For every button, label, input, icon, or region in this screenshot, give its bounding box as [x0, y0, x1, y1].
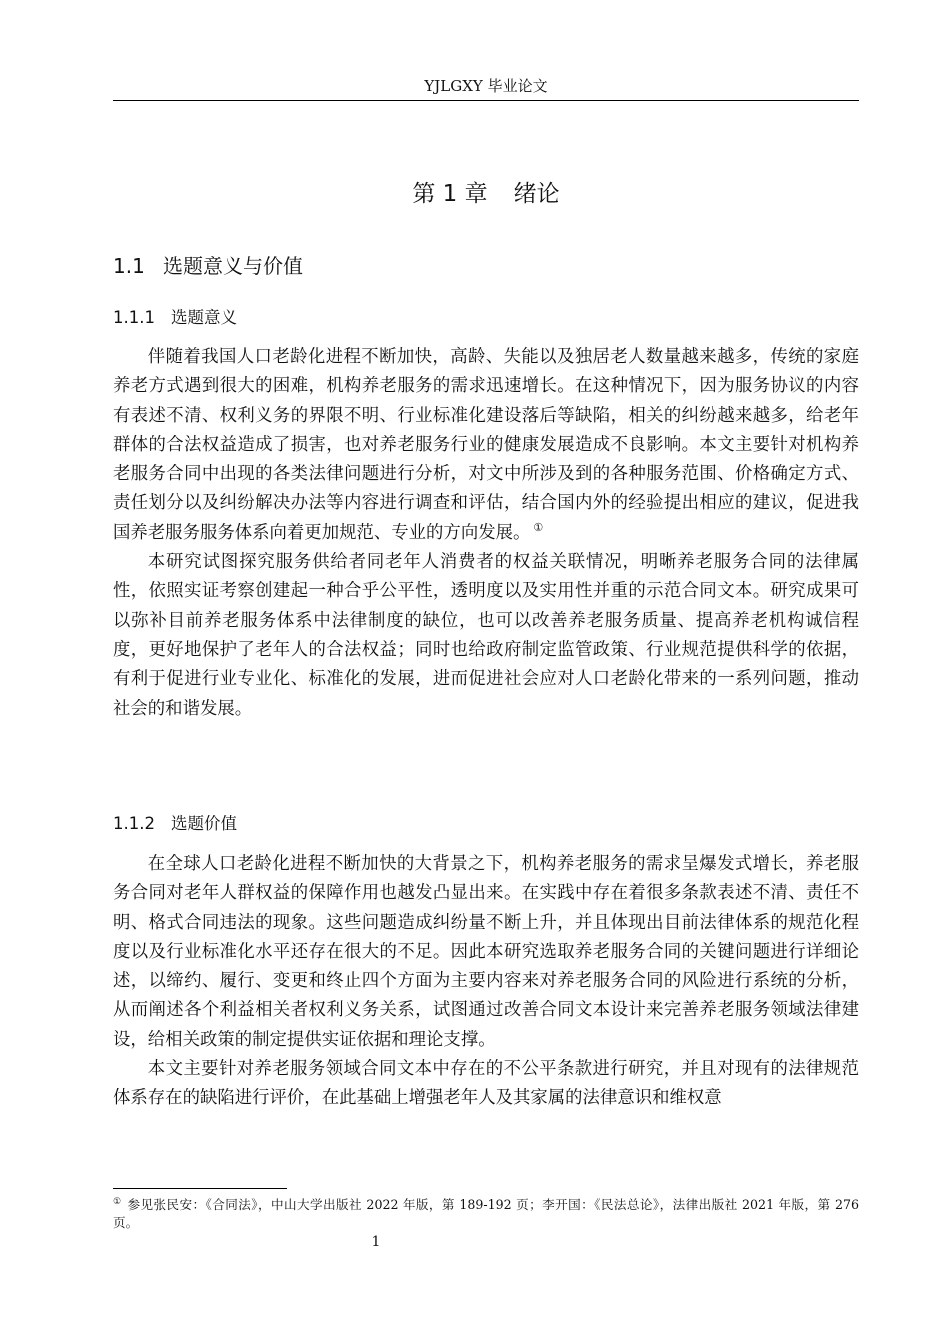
paragraph: [113, 343, 859, 548]
page-number: 1: [371, 1234, 381, 1250]
footnote-rule: [113, 1188, 287, 1189]
running-header: [113, 76, 859, 96]
paragraph: 在全球人口老龄化进程不断加快的大背景之下，机构养老服务的需求呈爆发式增长，养老服务合同对老年人群权益的保障作用也越发凸显出来。在实践中存在着很多条款表述不清、责任不明、格式合同违法的现象。这些问题造成纠纷量不断上升，并且体现出目前法律体系的规范化程度以及行业标准化水平还存在很大的不足。因此本研究选取养老服务合同的关键问题进行详细论述，以缔约、履行、变更和终止四个方面为主要内容来对养老服务合同的风险进行系统的分析，从而阐述各个利益相关者权利义务关系，试图通过改善合同文本设计来完善养老服务领域法律建设，给相关政策的制定提供实证依据和理论支撑。: [113, 854, 859, 1050]
subsection-1-1-2-body: [113, 850, 859, 1114]
section-heading-1-1: [113, 252, 303, 280]
footnote-reference[interactable]: ①: [533, 520, 544, 534]
subsection-1-1-1-body: [113, 343, 859, 724]
footnote: [113, 1196, 859, 1232]
subsection-number: 1.1.1: [113, 308, 155, 327]
header-rule: [113, 100, 859, 101]
header-title: YJLGXY 毕业论文: [424, 77, 548, 95]
section-number: 1.1: [113, 254, 145, 278]
chapter-number: 第 1 章: [412, 181, 488, 207]
subsection-title: 选题意义: [171, 308, 237, 327]
footnote-mark: ①: [113, 1196, 122, 1207]
section-title: 选题意义与价值: [163, 254, 303, 278]
paragraph: 本研究试图探究服务供给者同老年人消费者的权益关联情况，明晰养老服务合同的法律属性，依照实证考察创建起一种合乎公平性，透明度以及实用性并重的示范合同文本。研究成果可以弥补目前养老服务体系中法律制度的缺位，也可以改善养老服务质量、提高养老机构诚信程度，更好地保护了老年人的合法权益；同时也给政府制定监管政策、行业规范提供科学的依据，有利于促进行业专业化、标准化的发展，进而促进社会应对人口老龄化带来的一系列问题，推动社会的和谐发展。: [113, 552, 859, 719]
subsection-heading-1-1-1: [113, 306, 237, 330]
subsection-number: 1.1.2: [113, 814, 155, 833]
chapter-title: 绪论: [513, 181, 560, 207]
paragraph-text: 伴随着我国人口老龄化进程不断加快，高龄、失能以及独居老人数量越来越多，传统的家庭养老方式遇到很大的困难，机构养老服务的需求迅速增长。在这种情况下，因为服务协议的内容有表述不清、权利义务的界限不明、行业标准化建设落后等缺陷，相关的纠纷越来越多，给老年群体的合法权益造成了损害，也对养老服务行业的健康发展造成不良影响。本文主要针对机构养老服务合同中出现的各类法律问题进行分析，对文中所涉及到的各种服务范围、价格确定方式、责任划分以及纠纷解决办法等内容进行调查和评估，结合国内外的经验提出相应的建议，促进我国养老服务服务体系向着更加规范、专业的方向发展。: [113, 347, 859, 543]
footnote-text: 参见张民安：《合同法》，中山大学出版社 2022 年版，第 189-192 页；李开国：《民法总论》，法律出版社 2021 年版，第 276 页。: [113, 1197, 859, 1230]
subsection-title: 选题价值: [171, 814, 237, 833]
subsection-heading-1-1-2: [113, 812, 237, 836]
chapter-heading: [113, 178, 859, 210]
paragraph: 本文主要针对养老服务领域合同文本中存在的不公平条款进行研究，并且对现有的法律规范体系存在的缺陷进行评价，在此基础上增强老年人及其家属的法律意识和维权意: [113, 1059, 859, 1109]
